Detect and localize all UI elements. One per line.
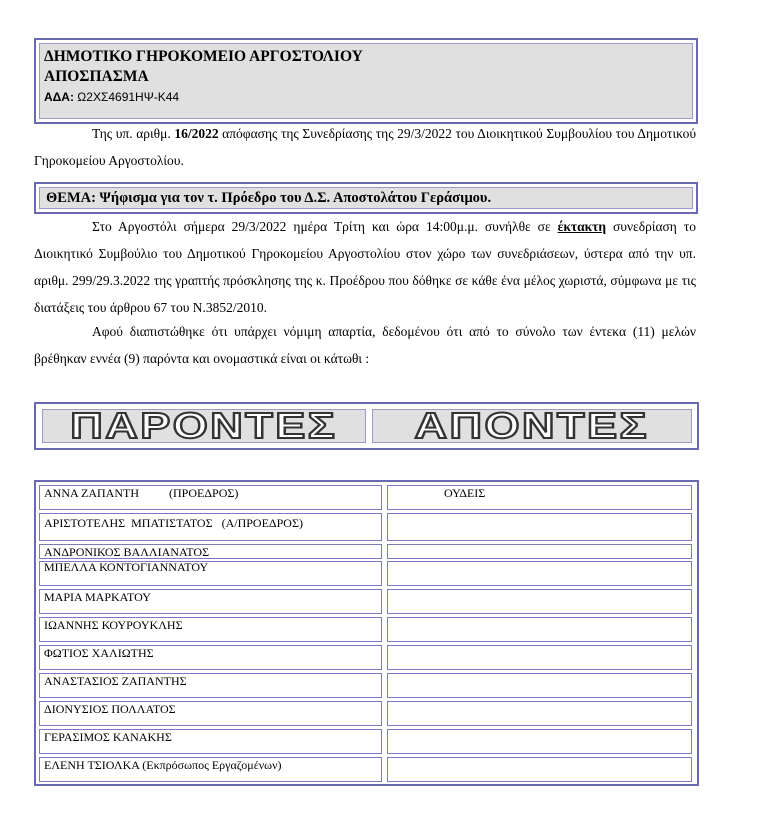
- present-member: ΜΠΕΛΛΑ ΚΟΝΤΟΓΙΑΝΝΑΤΟΥ: [44, 560, 209, 574]
- present-row: [39, 673, 382, 698]
- organization-name: ΔΗΜΟΤΙΚΟ ΓΗΡΟΚΟΜΕΙΟ ΑΡΓΟΣΤΟΛΙΟΥ: [44, 48, 363, 65]
- meeting-paragraph: [34, 213, 696, 321]
- theme-panel: [39, 187, 693, 209]
- present-row: [39, 729, 382, 754]
- decision-number: 16/2022: [174, 126, 219, 141]
- absent-row: [387, 729, 692, 754]
- absent-row: [387, 485, 692, 510]
- present-member: ΑΝΑΣΤΑΣΙΟΣ ΖΑΠΑΝΤΗΣ: [44, 674, 187, 688]
- present-member: ΕΛΕΝΗ ΤΣΙΟΛΚΑ (Εκπρόσωπος Εργαζομένων): [44, 758, 282, 772]
- absent-title: ΑΠΟΝΤΕΣ: [414, 405, 650, 446]
- present-member: ΦΩΤΙΟΣ ΧΑΛΙΩΤΗΣ: [44, 646, 154, 660]
- present-row: [39, 513, 382, 541]
- meeting-post: συνεδρίαση το Διοικητικό Συμβούλιο του Δημοτικού Γηροκομείου Αργοστολίου στον χώρο των συνεδριάσεων, ύστερα από την υπ. αριθμ. 299/29.3.2022 της γραπτής πρόσκλησης της κ. Προέδρου που δόθηκε σε κάθε ένα μέλος χωριστά, σύμφωνα με τις διατάξεις του άρθρου 67 του Ν.3852/2010.: [34, 219, 697, 315]
- theme-box: [34, 182, 698, 214]
- meeting-emphasis: έκτακτη: [557, 219, 607, 234]
- meeting-pre: Στο Αργοστόλι σήμερα 29/3/2022 ημέρα Τρίτη και ώρα 14:00μ.μ. συνήλθε σε: [92, 219, 551, 234]
- document-header: [34, 38, 698, 124]
- quorum-paragraph: Αφού διαπιστώθηκε ότι υπάρχει νόμιμη απαρτία, δεδομένου ότι από το σύνολο των έντεκα (11) μελών βρέθηκαν εννέα (9) παρόντα και ονομαστικά είναι οι κάτωθι :: [34, 324, 696, 366]
- absent-row: [387, 673, 692, 698]
- intro-pre: Της υπ. αριθμ.: [92, 126, 171, 141]
- attendance-table: [34, 480, 699, 786]
- present-title-cell: [42, 405, 366, 446]
- absent-row: [387, 544, 692, 559]
- present-member: ΜΑΡΙΑ ΜΑΡΚΑΤΟΥ: [44, 590, 151, 604]
- absent-row: [387, 513, 692, 541]
- absent-row: [387, 757, 692, 782]
- ada-code: [44, 90, 179, 104]
- document-type: ΑΠΟΣΠΑΣΜΑ: [44, 68, 149, 85]
- present-row: [39, 485, 382, 510]
- absent-title-cell: [372, 405, 692, 446]
- present-row: [39, 544, 382, 559]
- ada-value: Ω2ΧΣ4691ΗΨ-Κ44: [77, 90, 180, 104]
- present-member: ΑΝΝΑ ΖΑΠΑΝΤΗ (ΠΡΟΕΔΡΟΣ): [44, 486, 239, 500]
- present-member: ΑΡΙΣΤΟΤΕΛΗΣ ΜΠΑΤΙΣΤΑΤΟΣ (Α/ΠΡΟΕΔΡΟΣ): [44, 516, 303, 530]
- absent-row: [387, 589, 692, 614]
- absent-member: ΟΥΔΕΙΣ: [444, 486, 486, 500]
- document-header-panel: [39, 43, 693, 119]
- ada-label: ΑΔΑ:: [44, 90, 74, 104]
- present-title: ΠΑΡΟΝΤΕΣ: [70, 405, 338, 446]
- intro-post: απόφασης της Συνεδρίασης της 29/3/2022 του Διοικητικού Συμβουλίου του Δημοτικού Γηροκομείου Αργοστολίου.: [34, 126, 697, 168]
- theme-title: ΘΕΜΑ: Ψήφισμα για τον τ. Πρόεδρο του Δ.Σ. Αποστολάτου Γεράσιμου.: [46, 190, 492, 206]
- absent-row: [387, 561, 692, 586]
- present-member: ΔΙΟΝΥΣΙΟΣ ΠΟΛΛΑΤΟΣ: [44, 702, 176, 716]
- present-row: [39, 617, 382, 642]
- present-member: ΑΝΔΡΟΝΙΚΟΣ ΒΑΛΛΙΑΝΑΤΟΣ: [44, 545, 210, 559]
- absent-row: [387, 701, 692, 726]
- intro-paragraph: [34, 120, 696, 174]
- present-row: [39, 589, 382, 614]
- absent-row: [387, 645, 692, 670]
- present-member: ΓΕΡΑΣΙΜΟΣ ΚΑΝΑΚΗΣ: [44, 730, 172, 744]
- attendance-titles: [34, 402, 699, 450]
- present-row: [39, 701, 382, 726]
- absent-row: [387, 617, 692, 642]
- present-row: [39, 561, 382, 586]
- present-row: [39, 757, 382, 782]
- present-member: ΙΩΑΝΝΗΣ ΚΟΥΡΟΥΚΛΗΣ: [44, 618, 183, 632]
- present-row: [39, 645, 382, 670]
